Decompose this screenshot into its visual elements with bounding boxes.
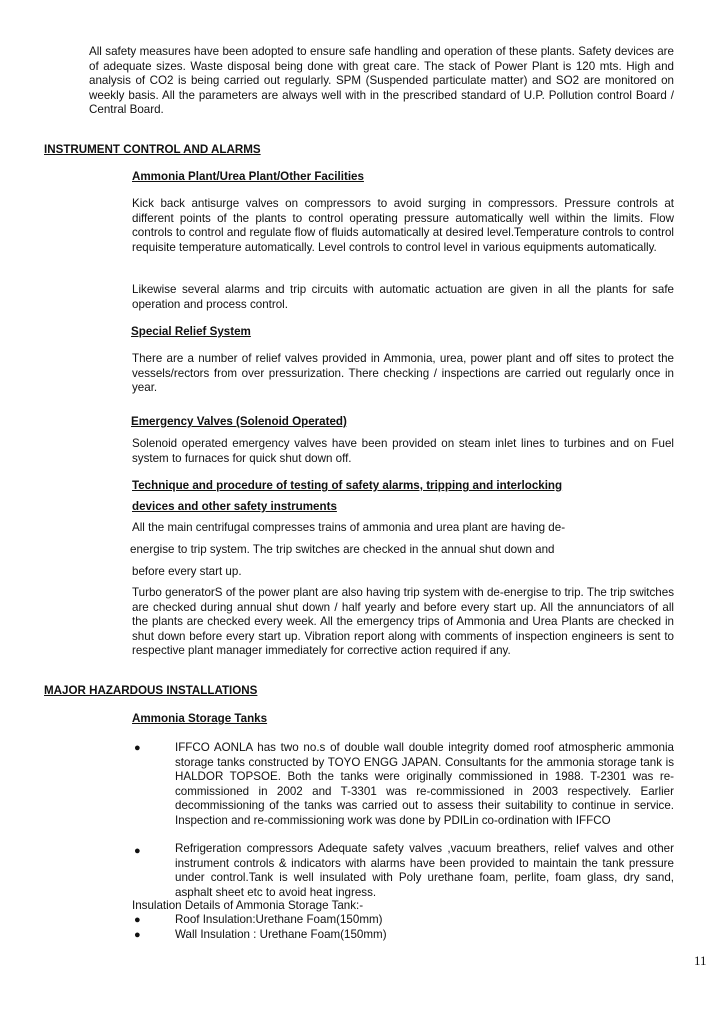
bullet-icon: ● bbox=[134, 845, 141, 857]
heading-emergency-valves: Emergency Valves (Solenoid Operated) bbox=[131, 415, 347, 428]
centrifugal-line-2: energise to trip system. The trip switches are checked in the annual shut down and bbox=[130, 543, 555, 556]
bullet-icon: ● bbox=[134, 914, 141, 926]
storage-tanks-bullet-1: IFFCO AONLA has two no.s of double wall double integrity domed roof atmospheric ammonia storage tanks constructed by TOYO ENGG JAPAN. Consultants for the ammonia storage tank is HALDOR TOPSOE. Both the tanks were originally commissioned in 1988. T-2301 was re-commissioned in 2002 and T-3301 was re-commissioned in 2003 respectively. Earlier decommissioning of the tanks was carried out to assess their suitability to continue in service. Inspection and re-commissioning work was done by PDILin co-ordination with IFFCO bbox=[175, 741, 674, 827]
insulation-roof: Roof Insulation:Urethane Foam(150mm) bbox=[175, 913, 383, 926]
intro-paragraph: All safety measures have been adopted to ensure safe handling and operation of these plants. Safety devices are of adequate sizes. Waste disposal being done with great care. The stack of Power Plant is 120 mts. High and analysis of CO2 is being carried out regularly. SPM (Suspended particulate matter) and SO2 are monitored on weekly basis. All the parameters are always well with in the prescribed standard of U.P. Pollution control Board / Central Board. bbox=[89, 45, 674, 117]
page-number: 11 bbox=[694, 953, 707, 968]
centrifugal-line-3: before every start up. bbox=[132, 565, 242, 578]
storage-tanks-bullet-2: Refrigeration compressors Adequate safety valves ,vacuum breathers, relief valves and other instrument controls & indicators with alarms have been provided to maintain the tank pressure under control.Tank is well insulated with Poly urethane foam, perlite, foam glass, dry sand, asphalt sheet etc to avoid heat ingress. bbox=[175, 842, 674, 899]
heading-ammonia-storage: Ammonia Storage Tanks bbox=[132, 712, 268, 725]
solenoid-paragraph: Solenoid operated emergency valves have been provided on steam inlet lines to turbines and on Fuel system to furnaces for quick shut down off. bbox=[132, 437, 674, 465]
insulation-intro: Insulation Details of Ammonia Storage Tank:- bbox=[132, 899, 364, 912]
heading-instrument-control: INSTRUMENT CONTROL AND ALARMS bbox=[44, 143, 261, 156]
turbo-paragraph: Turbo generatorS of the power plant are also having trip system with de-energise to trip. The trip switches are checked during annual shut down / half yearly and before every start up. All the annunciators of all the plants are checked every week. All the emergency trips of Ammonia and Urea Plants are checked in shut down before every start up. Vibration report along with comments of inspection engineers is sent to respective plant manager immediately for corrective action required if any. bbox=[132, 586, 674, 658]
heading-special-relief: Special Relief System bbox=[131, 325, 251, 338]
kickback-paragraph: Kick back antisurge valves on compressors to avoid surging in compressors. Pressure controls at different points of the plants to control operating pressure automatically well within the limits. Flow controls to control and regulate flow of fluids automatically at desired level.Temperature controls to control requisite temperature automatically. Level controls to control level in various equipments automatically. bbox=[132, 197, 674, 254]
alarms-paragraph: Likewise several alarms and trip circuits with automatic actuation are given in all the plants for safe operation and process control. bbox=[132, 283, 674, 311]
heading-ammonia-plant: Ammonia Plant/Urea Plant/Other Facilities bbox=[132, 170, 364, 183]
insulation-wall: Wall Insulation : Urethane Foam(150mm) bbox=[175, 928, 387, 941]
bullet-icon: ● bbox=[134, 929, 141, 941]
heading-technique-line-1: Technique and procedure of testing of safety alarms, tripping and interlocking bbox=[132, 479, 563, 492]
bullet-icon: ● bbox=[134, 742, 141, 754]
relief-paragraph: There are a number of relief valves provided in Ammonia, urea, power plant and off sites to protect the vessels/rectors from over pressurization. There checking / inspections are carried out regularly once in year. bbox=[132, 352, 674, 395]
heading-technique-line-2: devices and other safety instruments bbox=[132, 500, 337, 513]
heading-major-hazardous: MAJOR HAZARDOUS INSTALLATIONS bbox=[44, 684, 258, 697]
centrifugal-line-1: All the main centrifugal compresses trains of ammonia and urea plant are having de- bbox=[132, 521, 566, 534]
